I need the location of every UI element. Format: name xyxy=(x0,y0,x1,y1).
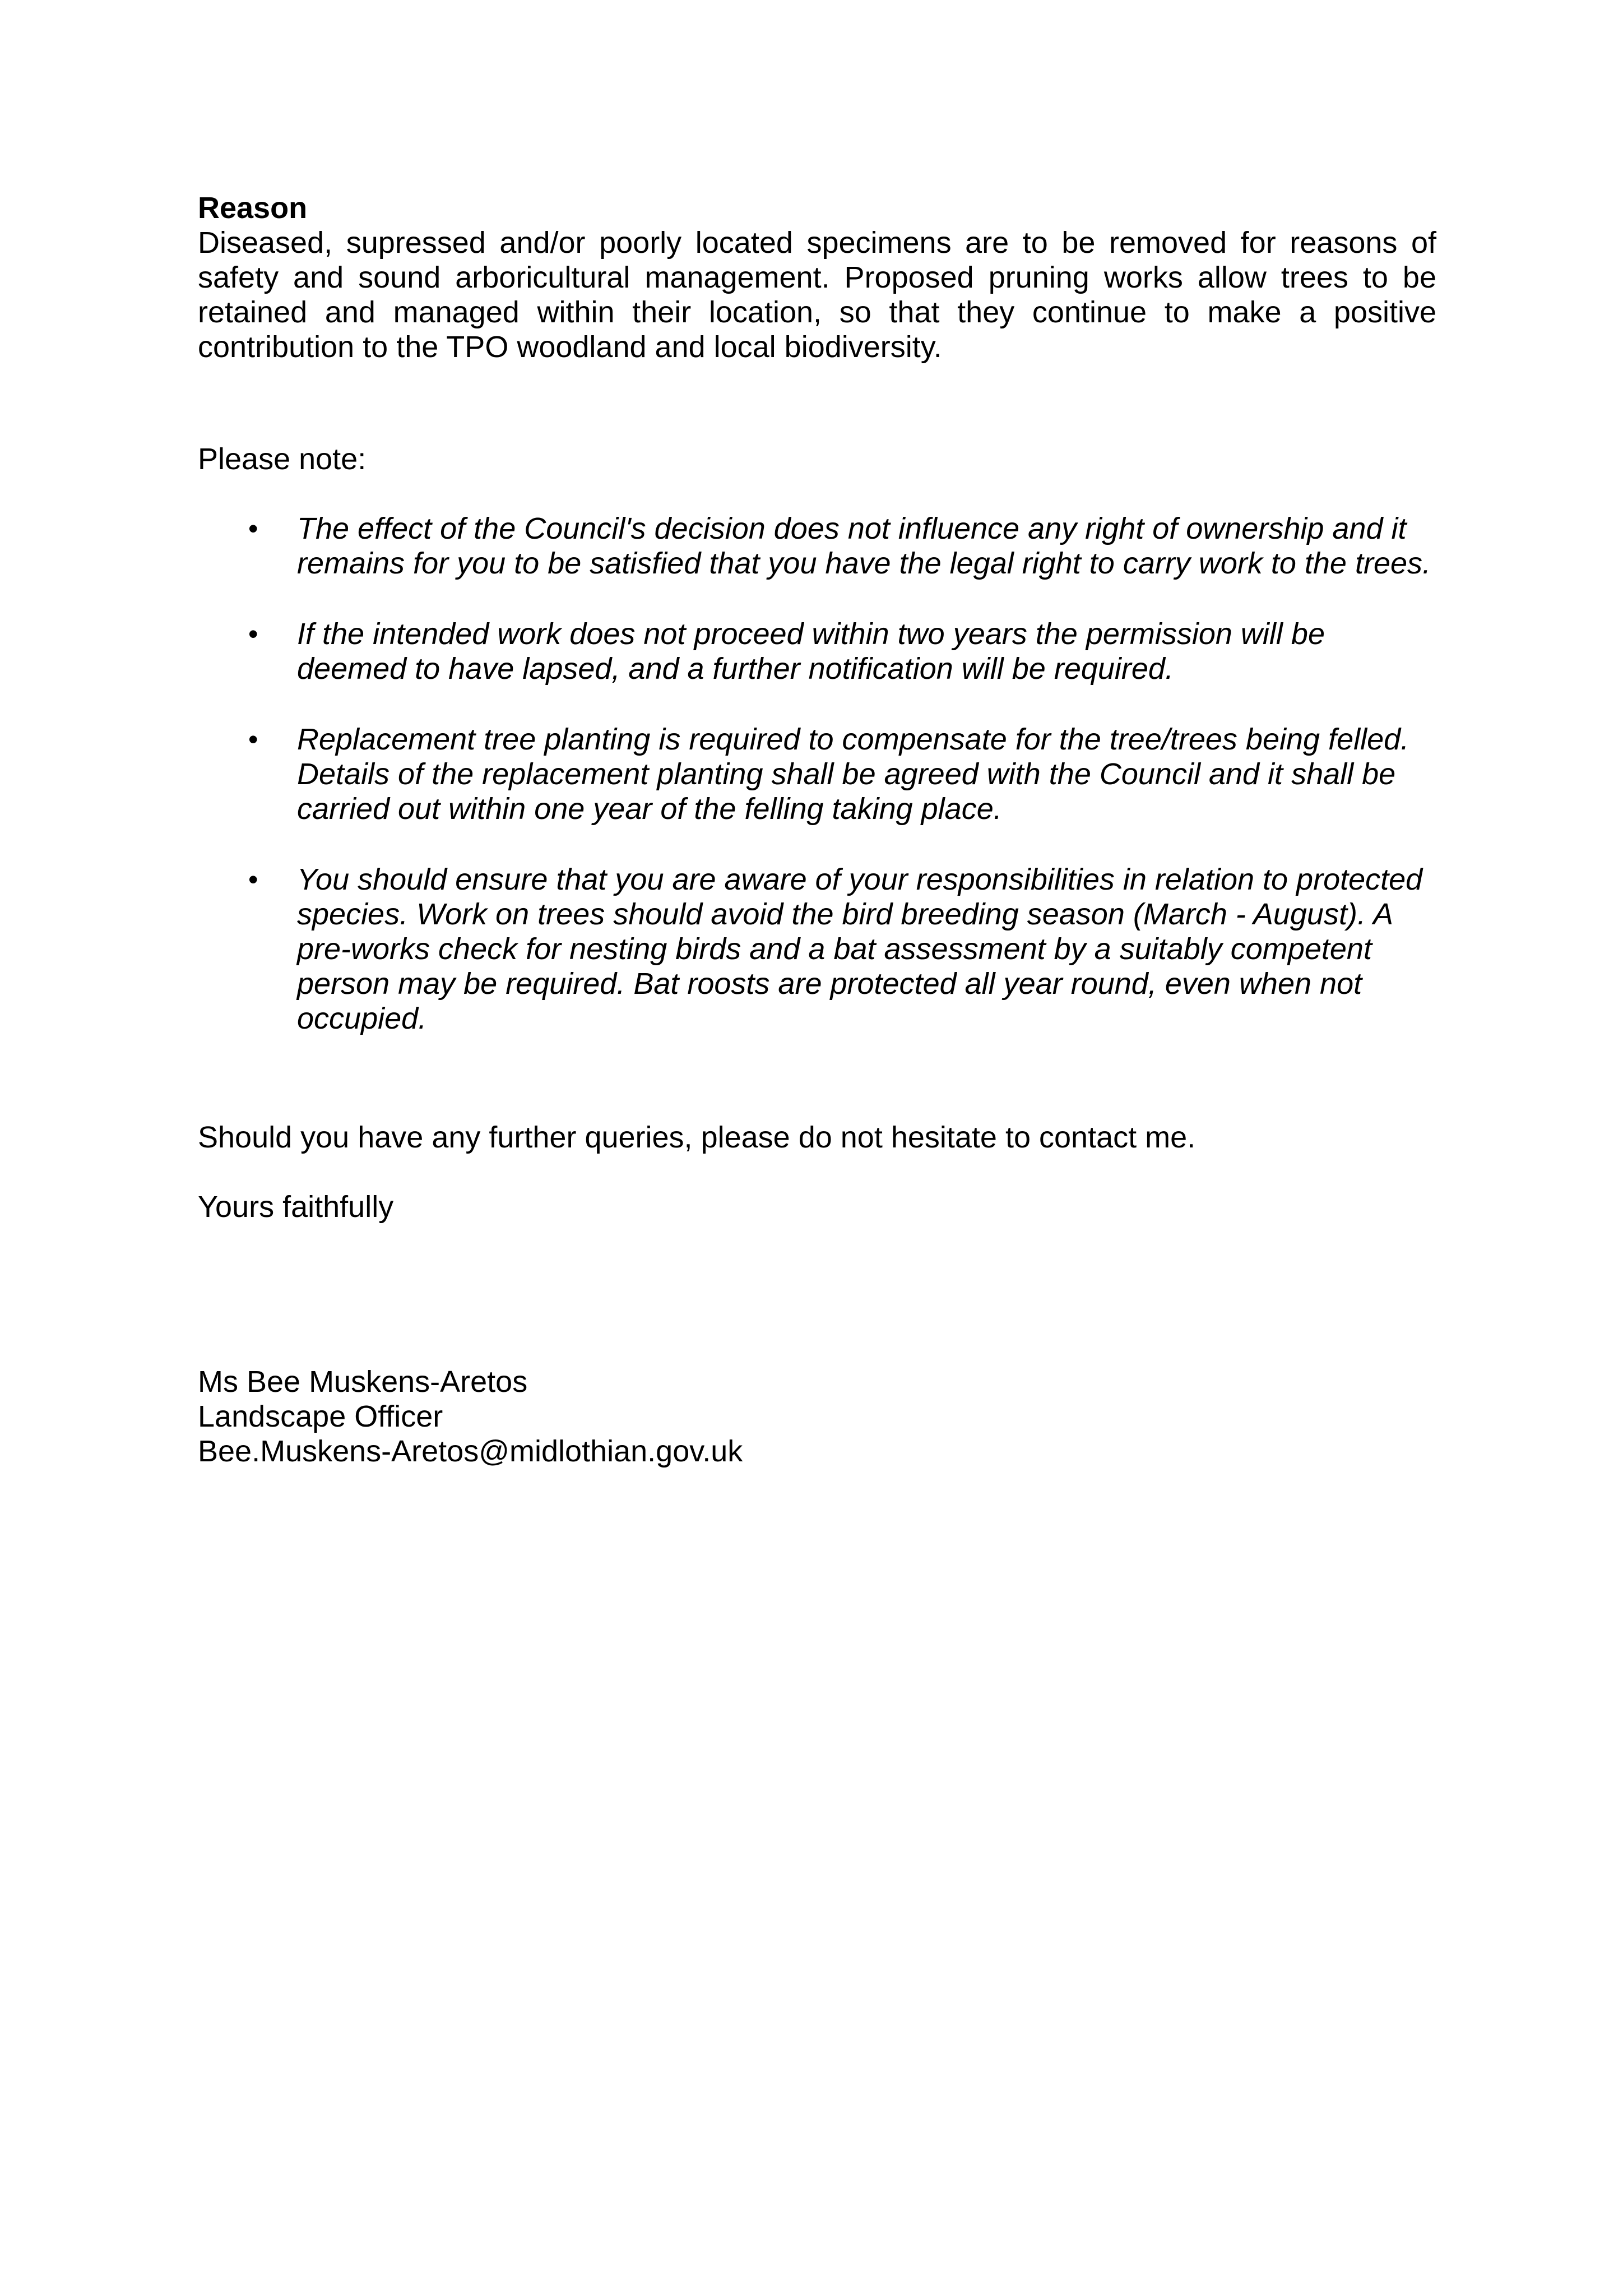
note-text: You should ensure that you are aware of your responsibilities in relation to protected species. Work on trees should avoid the bird breeding season (March - August). A pre-works check for nesting birds and a bat assessment by a suitably competent person may be required. Bat roosts are protected all year round, even when not occupied. xyxy=(297,863,1423,1035)
bullet-icon: • xyxy=(248,513,258,544)
closing-text: Should you have any further queries, please do not hesitate to contact me. xyxy=(198,1121,1196,1154)
signatory-email: Bee.Muskens-Aretos@midlothian.gov.uk xyxy=(198,1434,743,1468)
note-item xyxy=(198,862,1436,1036)
note-item xyxy=(198,722,1436,826)
notes-list xyxy=(198,511,1436,1036)
notes-heading: Please note: xyxy=(198,442,367,476)
signatory-name: Ms Bee Muskens-Aretos xyxy=(198,1365,528,1399)
note-text: Replacement tree planting is required to compensate for the tree/trees being felled. Details of the replacement planting shall be agreed with the Council and it shall be carried out within one year of the felling taking place. xyxy=(297,723,1409,826)
reason-heading: Reason xyxy=(198,191,308,225)
bullet-icon: • xyxy=(248,864,258,895)
note-item xyxy=(198,511,1436,581)
note-text: The effect of the Council's decision does not influence any right of ownership and it remains for you to be satisfied that you have the legal right to carry work to the trees. xyxy=(297,512,1431,580)
note-text: If the intended work does not proceed within two years the permission will be deemed to have lapsed, and a further notification will be required. xyxy=(297,617,1325,686)
letter-page xyxy=(198,191,1436,1469)
sign-off: Yours faithfully xyxy=(198,1190,394,1224)
signature-block xyxy=(198,1364,1436,1469)
note-item xyxy=(198,617,1436,686)
bullet-icon: • xyxy=(248,724,258,755)
reason-text: Diseased, supressed and/or poorly located specimens are to be removed for reasons of safety and sound arboricultural management. Proposed pruning works allow trees to be retained and managed within their location, so that they continue to make a positive contribution to the TPO woodland and local biodiversity. xyxy=(198,226,1436,364)
signatory-title: Landscape Officer xyxy=(198,1400,443,1433)
bullet-icon: • xyxy=(248,618,258,650)
